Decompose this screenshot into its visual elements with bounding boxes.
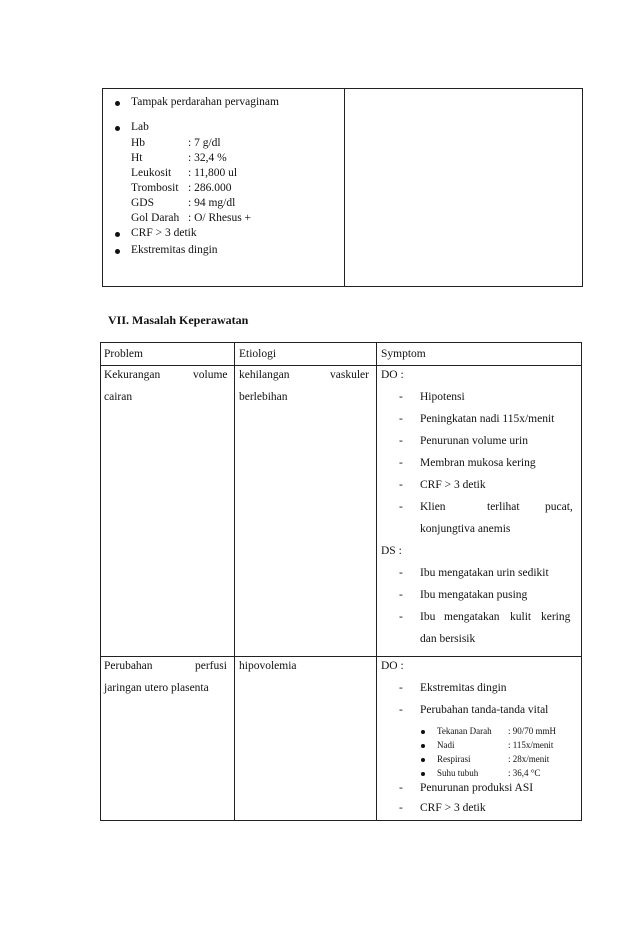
lab-name: Hb: [131, 137, 146, 149]
dash-marker: -: [399, 589, 403, 601]
lab-name: GDS: [131, 197, 155, 209]
header-problem: Problem: [104, 348, 143, 360]
vital-value: : 115x/menit: [508, 740, 554, 750]
header-symptom: Symptom: [381, 348, 426, 360]
bullet-icon: [115, 101, 120, 106]
symptom-item: konjungtiva anemis: [420, 523, 511, 535]
dash-marker: -: [399, 501, 403, 513]
bullet-icon: [421, 744, 425, 748]
dash-marker: -: [399, 457, 403, 469]
dash-marker: -: [399, 435, 403, 447]
symptom-item: Perubahan tanda-tanda vital: [420, 704, 549, 716]
symptom-item: terlihat: [487, 501, 520, 513]
lab-value: : 286.000: [188, 182, 232, 194]
bullet-icon: [421, 730, 425, 734]
symptom-item: CRF > 3 detik: [420, 479, 486, 491]
bullet-text: Lab: [131, 121, 149, 133]
bullet-icon: [421, 772, 425, 776]
dash-marker: -: [399, 802, 403, 814]
column-divider: [376, 343, 377, 820]
etiologi-text: hipovolemia: [239, 660, 297, 672]
lab-value: : 11,800 ul: [188, 167, 238, 179]
dash-marker: -: [399, 782, 403, 794]
vital-value: : 28x/menit: [508, 754, 550, 764]
dash-marker: -: [399, 479, 403, 491]
dash-marker: -: [399, 704, 403, 716]
bullet-icon: [421, 758, 425, 762]
bullet-text: Tampak perdarahan pervaginam: [131, 96, 279, 108]
symptom-item: Hipotensi: [420, 391, 465, 403]
lab-value: : 94 mg/dl: [188, 197, 236, 209]
header-etiologi: Etiologi: [239, 348, 277, 360]
row-divider: [101, 656, 581, 657]
column-divider: [234, 343, 235, 820]
etiologi-text: berlebihan: [239, 391, 288, 403]
symptom-item: Klien: [420, 501, 446, 513]
lab-value: : O/ Rhesus +: [188, 212, 252, 224]
symptom-item: mengatakan: [444, 611, 500, 623]
symptom-item: CRF > 3 detik: [420, 802, 486, 814]
bullet-icon: [115, 126, 120, 131]
vital-name: Respirasi: [437, 754, 471, 764]
vital-name: Tekanan Darah: [437, 726, 492, 736]
lab-name: Gol Darah: [131, 212, 180, 224]
section-heading: VII. Masalah Keperawatan: [108, 313, 249, 327]
observation-table: [102, 88, 583, 287]
lab-value: : 32,4 %: [188, 152, 227, 164]
ds-label: DS :: [381, 545, 402, 557]
vital-name: Suhu tubuh: [437, 768, 479, 778]
dash-marker: -: [399, 611, 403, 623]
nursing-problem-table: [100, 342, 582, 821]
problem-text: Kekurangan: [104, 369, 161, 381]
bullet-icon: [115, 232, 120, 237]
etiologi-text: kehilangan: [239, 369, 290, 381]
lab-name: Trombosit: [131, 182, 179, 194]
symptom-item: Penurunan volume urin: [420, 435, 528, 447]
problem-text: volume: [193, 369, 228, 381]
dash-marker: -: [399, 682, 403, 694]
symptom-item: Membran mukosa kering: [420, 457, 536, 469]
problem-text: Perubahan: [104, 660, 153, 672]
lab-value: : 7 g/dl: [188, 137, 221, 149]
vital-value: : 90/70 mmH: [508, 726, 557, 736]
bullet-text: Ekstremitas dingin: [131, 244, 218, 256]
symptom-item: Ibu mengatakan urin sedikit: [420, 567, 549, 579]
row-divider: [101, 365, 581, 366]
do-label: DO :: [381, 660, 404, 672]
symptom-item: kulit: [510, 611, 532, 623]
do-label: DO :: [381, 369, 404, 381]
dash-marker: -: [399, 391, 403, 403]
symptom-item: Ibu mengatakan pusing: [420, 589, 528, 601]
vital-value: : 36,4 °C: [508, 768, 541, 778]
problem-text: jaringan utero plasenta: [104, 682, 209, 694]
problem-text: cairan: [104, 391, 133, 403]
vital-name: Nadi: [437, 740, 455, 750]
symptom-item: Peningkatan nadi 115x/menit: [420, 413, 555, 425]
symptom-item: pucat,: [545, 501, 573, 513]
symptom-item: dan bersisik: [420, 633, 476, 645]
lab-name: Leukosit: [131, 167, 172, 179]
bullet-text: CRF > 3 detik: [131, 227, 197, 239]
symptom-item: Ibu: [420, 611, 436, 623]
etiologi-text: vaskuler: [330, 369, 369, 381]
problem-text: perfusi: [195, 660, 227, 672]
symptom-item: kering: [541, 611, 571, 623]
symptom-item: Ekstremitas dingin: [420, 682, 507, 694]
dash-marker: -: [399, 567, 403, 579]
column-divider: [344, 89, 345, 286]
symptom-item: Penurunan produksi ASI: [420, 782, 534, 794]
lab-name: Ht: [131, 152, 143, 164]
bullet-icon: [115, 249, 120, 254]
dash-marker: -: [399, 413, 403, 425]
